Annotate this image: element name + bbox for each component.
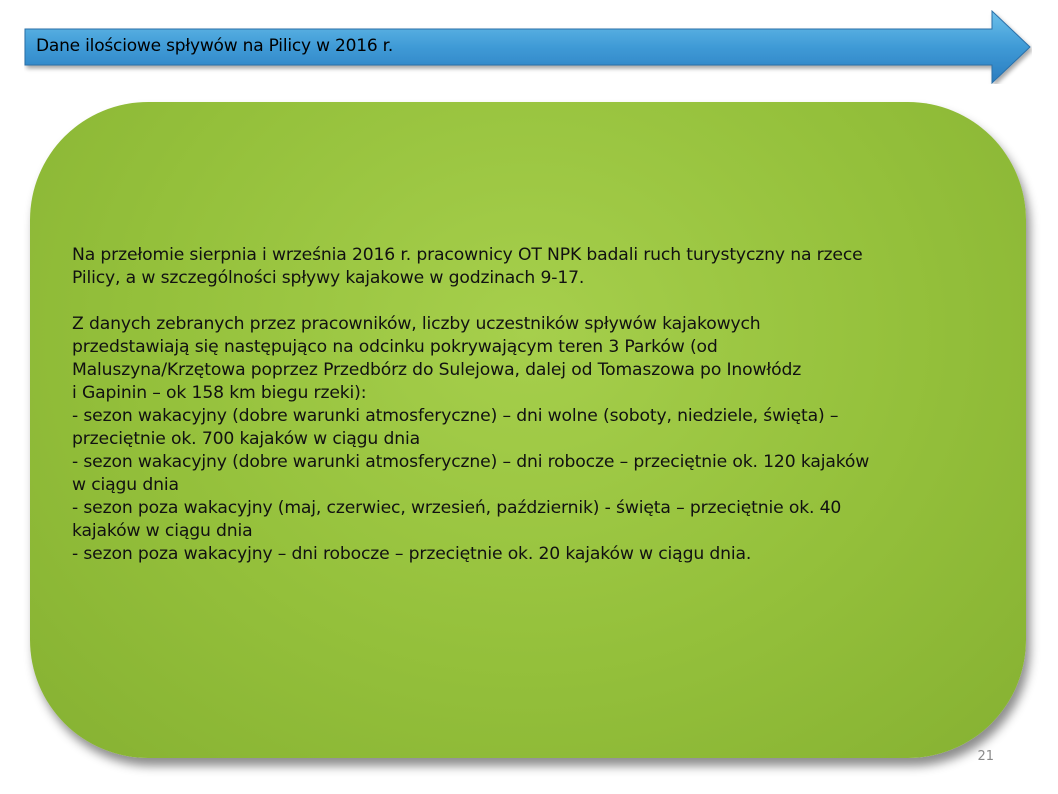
paragraph-gap [72, 290, 1002, 313]
text-line: Na przełomie sierpnia i września 2016 r. pracownicy OT NPK badali ruch turystyczny na rzece [72, 245, 863, 265]
text-line: Maluszyna/Krzętowa poprzez Przedbórz do Sulejowa, dalej od Tomaszowa po Inowłódz [72, 360, 802, 380]
text-line: - sezon poza wakacyjny – dni robocze – przeciętnie ok. 20 kajaków w ciągu dnia. [72, 544, 752, 564]
text-line: przedstawiają się następująco na odcinku pokrywającym teren 3 Parków (od [72, 337, 718, 357]
text-line: - sezon wakacyjny (dobre warunki atmosferyczne) – dni wolne (soboty, niedziele, święta) – [72, 406, 839, 426]
text-line: kajaków w ciągu dnia [72, 521, 253, 541]
text-line: przeciętnie ok. 700 kajaków w ciągu dnia [72, 429, 421, 449]
page-number: 21 [977, 749, 994, 764]
text-line: w ciągu dnia [72, 475, 179, 495]
text-line: i Gapinin – ok 158 km biegu rzeki): [72, 383, 367, 403]
slide-title: Dane ilościowe spływów na Pilicy w 2016 r. [36, 36, 394, 56]
panel-text [72, 244, 1002, 566]
text-line: Z danych zebranych przez pracowników, liczby uczestników spływów kajakowych [72, 314, 761, 334]
text-line: - sezon wakacyjny (dobre warunki atmosferyczne) – dni robocze – przeciętnie ok. 120 kajaków [72, 452, 870, 472]
text-line: Pilicy, a w szczególności spływy kajakowe w godzinach 9-17. [72, 268, 585, 288]
text-line: - sezon poza wakacyjny (maj, czerwiec, wrzesień, październik) - święta – przeciętnie ok. 40 [72, 498, 842, 518]
